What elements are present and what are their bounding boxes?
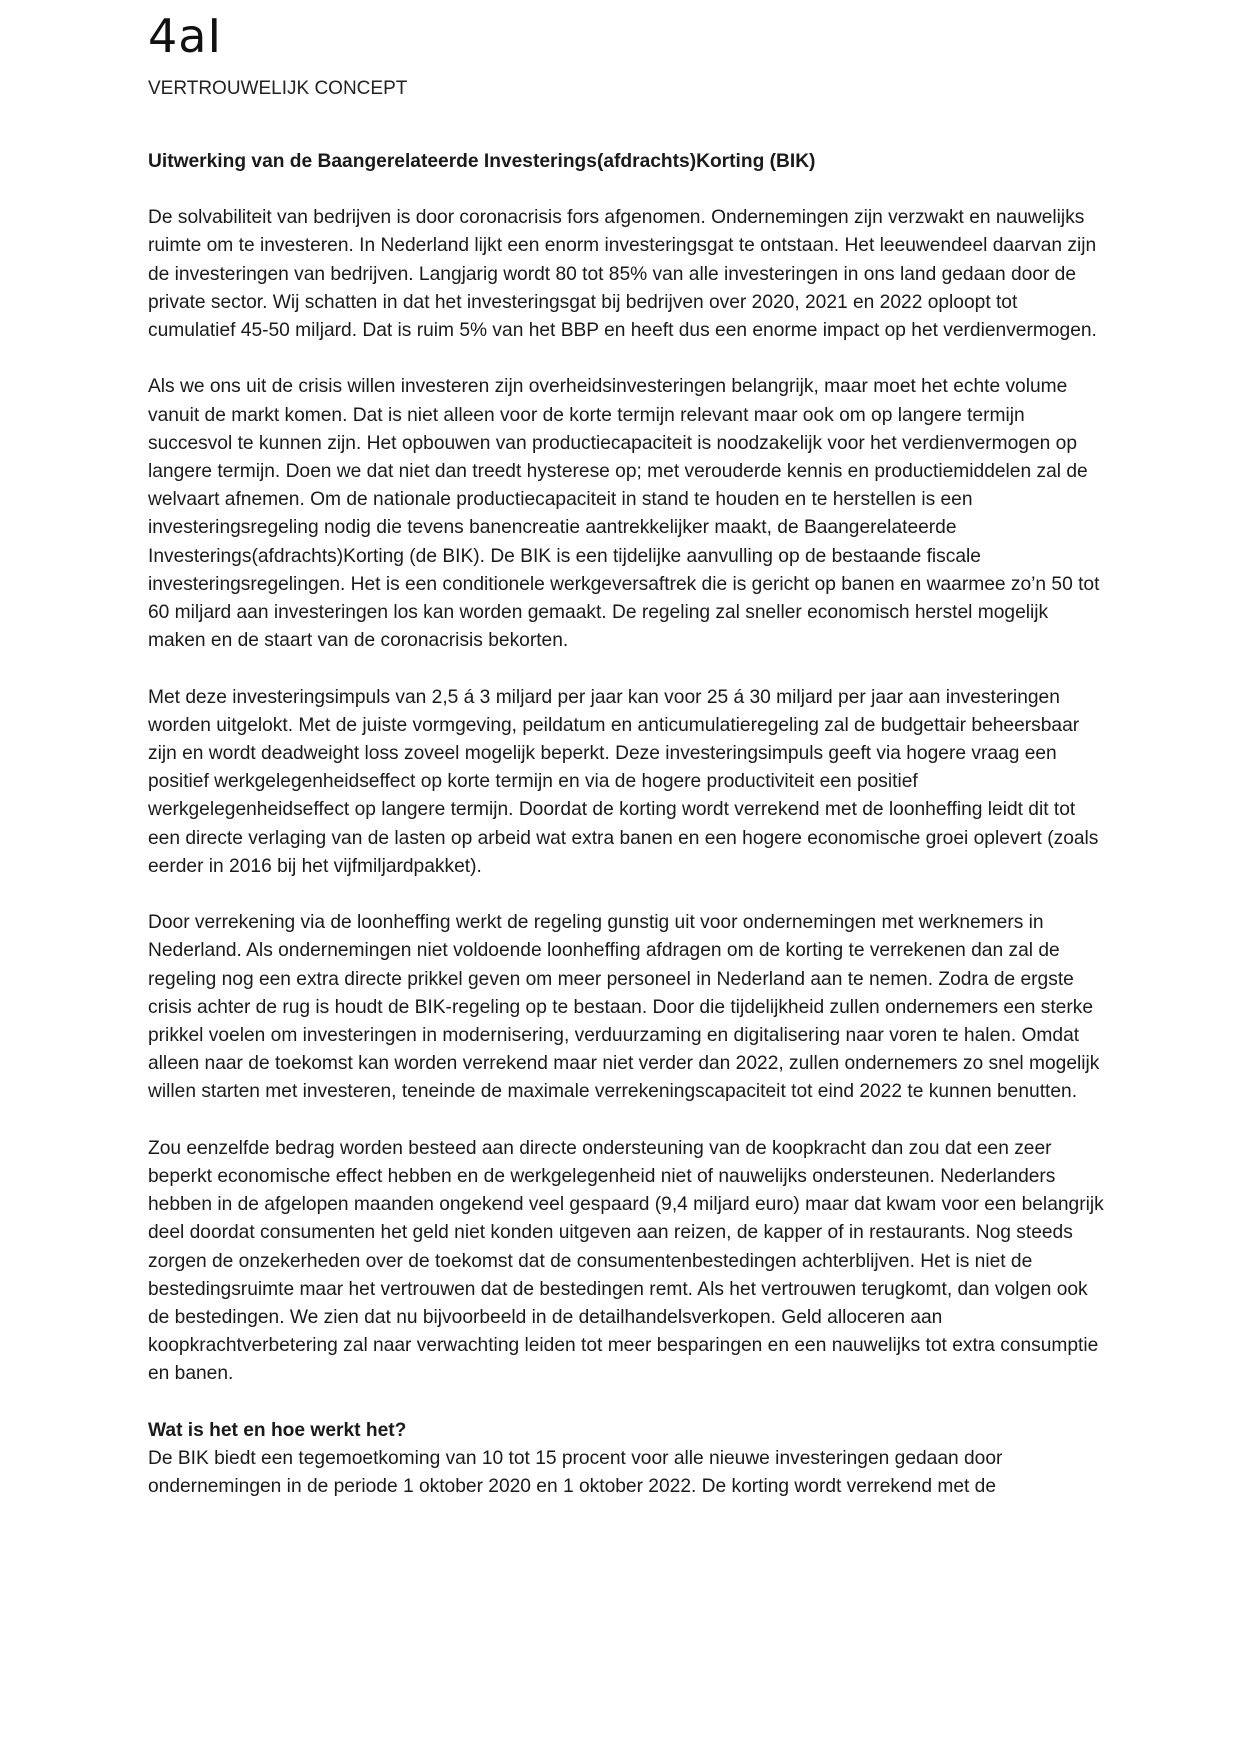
document-body [148,148,1108,1501]
paragraph: Als we ons uit de crisis willen investeren zijn overheidsinvesteringen belangrijk, maar moet het echte volume vanuit de markt komen. Dat is niet alleen voor de korte termijn relevant maar ook om op langere termijn succesvol te kunnen zijn. Het opbouwen van productiecapaciteit is noodzakelijk voor het verdienvermogen op langere termijn. Doen we dat niet dan treedt hysterese op; met verouderde kennis en productiemiddelen zal de welvaart afnemen. Om de nationale productiecapaciteit in stand te houden en te herstellen is een investeringsregeling nodig die tevens banencreatie aantrekkelijker maakt, de Baangerelateerde Investerings(afdrachts)Korting (de BIK). De BIK is een tijdelijke aanvulling op de bestaande fiscale investeringsregelingen. Het is een conditionele werkgeversaftrek die is gericht op banen en waarmee zo’n 50 tot 60 miljard aan investeringen los kan worden gemaakt. De regeling zal sneller economisch herstel mogelijk maken en de staart van de coronacrisis bekorten. [148,376,1100,652]
document-title: Uitwerking van de Baangerelateerde Investerings(afdrachts)Korting (BIK) [148,151,816,172]
classification-label: VERTROUWELIJK CONCEPT [148,78,408,99]
document-stamp: 4aI [148,9,223,63]
paragraph: De BIK biedt een tegemoetkoming van 10 tot 15 procent voor alle nieuwe investeringen gedaan door ondernemingen in de periode 1 oktober 2020 en 1 oktober 2022. De korting wordt verrekend met de [148,1448,1003,1498]
section-heading: Wat is het en hoe werkt het? [148,1419,407,1441]
paragraph: Door verrekening via de loonheffing werkt de regeling gunstig uit voor ondernemingen met werknemers in Nederland. Als ondernemingen niet voldoende loonheffing afdragen om de korting te verrekenen dan zal de regeling nog een extra directe prikkel geven om meer personeel in Nederland aan te nemen. Zodra de ergste crisis achter de rug is houdt de BIK-regeling op te bestaan. Door die tijdelijkheid zullen ondernemers een sterke prikkel voelen om investeringen in modernisering, verduurzaming en digitalisering naar voren te halen. Omdat alleen naar de toekomst kan worden verrekend maar niet verder dan 2022, zullen ondernemers zo snel mogelijk willen starten met investeren, teneinde de maximale verrekeningscapaciteit tot eind 2022 te kunnen benutten. [148,912,1100,1103]
paragraph: De solvabiliteit van bedrijven is door coronacrisis fors afgenomen. Ondernemingen zijn verzwakt en nauwelijks ruimte om te investeren. In Nederland lijkt een enorm investeringsgat te ontstaan. Het leeuwendeel daarvan zijn de investeringen van bedrijven. Langjarig wordt 80 tot 85% van alle investeringen in ons land gedaan door de private sector. Wij schatten in dat het investeringsgat bij bedrijven over 2020, 2021 en 2022 oploopt tot cumulatief 45-50 miljard. Dat is ruim 5% van het BBP en heeft dus een enorme impact op het verdienvermogen. [148,207,1097,342]
paragraph: Zou eenzelfde bedrag worden besteed aan directe ondersteuning van de koopkracht dan zou dat een zeer beperkt economische effect hebben en de werkgelegenheid niet of nauwelijks ondersteunen. Nederlanders hebben in de afgelopen maanden ongekend veel gespaard (9,4 miljard euro) maar dat kwam voor een belangrijk deel doordat consumenten het geld niet konden uitgeven aan reizen, de kapper of in restaurants. Nog steeds zorgen de onzekerheden over de toekomst dat de consumentenbestedingen achterblijven. Het is niet de bestedingsruimte maar het vertrouwen dat de bestedingen remt. Als het vertrouwen terugkomt, dan volgen ook de bestedingen. We zien dat nu bijvoorbeeld in de detailhandelsverkopen. Geld alloceren aan koopkrachtverbetering zal naar verwachting leiden tot meer besparingen en een nauwelijks tot extra consumptie en banen. [148,1137,1104,1385]
paragraph: Met deze investeringsimpuls van 2,5 á 3 miljard per jaar kan voor 25 á 30 miljard per jaar aan investeringen worden uitgelokt. Met de juiste vormgeving, peildatum en anticumulatieregeling zal de budgettair beheersbaar zijn en wordt deadweight loss zoveel mogelijk beperkt. Deze investeringsimpuls geeft via hogere vraag een positief werkgelegenheidseffect op korte termijn en via de hogere productiviteit een positief werkgelegenheidseffect op langere termijn. Doordat de korting wordt verrekend met de loonheffing leidt dit tot een directe verlaging van de lasten op arbeid wat extra banen en een hogere economische groei oplevert (zoals eerder in 2016 bij het vijfmiljardpakket). [148,686,1099,877]
